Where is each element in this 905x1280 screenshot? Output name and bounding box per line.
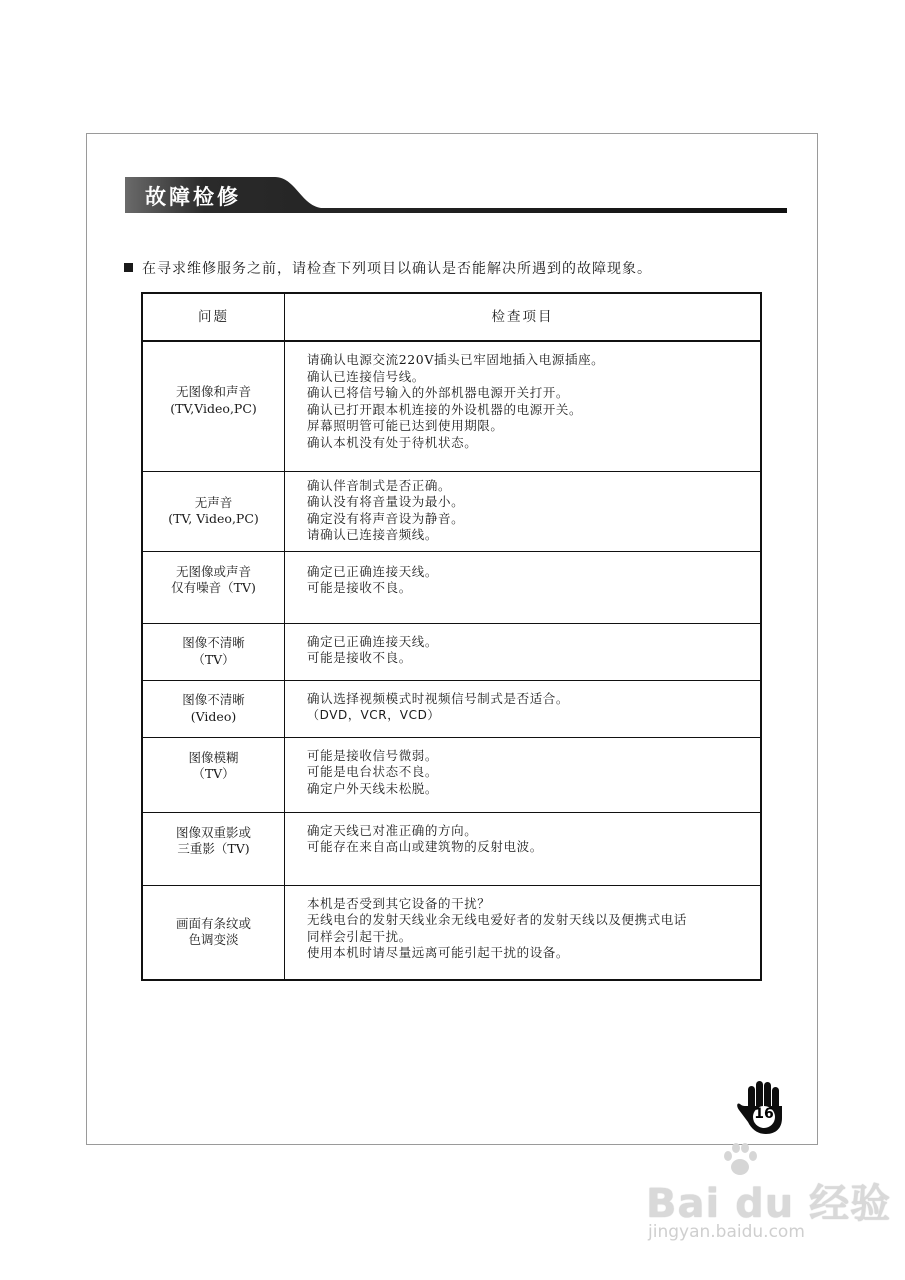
check-line: 确定没有将声音设为静音。	[307, 510, 465, 526]
problem-line: (TV,Video,PC)	[170, 400, 257, 416]
check-line: 请确认已连接音频线。	[307, 527, 439, 542]
problem-line: 图像模糊	[188, 749, 239, 765]
problem-line: (TV, Video,PC)	[168, 511, 259, 526]
problem-cell	[142, 737, 285, 812]
section-header	[125, 175, 787, 217]
problem-line: 图像不清晰	[182, 635, 245, 650]
table-row	[142, 737, 761, 812]
problem-line: (Video)	[190, 708, 237, 724]
watermark-brand: Bai du 经验	[646, 1181, 892, 1227]
check-line: 确认已打开跟本机连接的外设机器的电源开关。	[307, 401, 583, 417]
check-line: 可能是电台状态不良。	[307, 764, 439, 779]
problem-line: （TV）	[192, 766, 235, 781]
page-number-badge	[736, 1080, 790, 1136]
check-line: 确认没有将音量设为最小。	[307, 494, 465, 509]
check-line: 确认已将信号输入的外部机器电源开关打开。	[307, 385, 570, 400]
intro-note	[124, 258, 652, 278]
check-line: 确定户外天线未松脱。	[307, 780, 439, 796]
check-line: 可能是接收不良。	[307, 650, 412, 665]
check-line: 可能存在来自高山或建筑物的反射电波。	[307, 839, 543, 854]
problem-line: 无图像和声音	[175, 384, 251, 399]
check-line: 请确认电源交流220V插头已牢固地插入电源插座。	[307, 352, 605, 367]
problem-line: 色调变淡	[188, 932, 239, 948]
check-line: 可能是接收信号微弱。	[307, 747, 439, 763]
bullet-square-icon	[124, 263, 133, 272]
problem-line: 图像双重影或	[175, 824, 251, 840]
table-row	[142, 341, 761, 471]
check-line: 可能是接收不良。	[307, 580, 412, 595]
check-line: 无线电台的发射天线业余无线电爱好者的发射天线以及便携式电话	[307, 912, 687, 927]
problem-line: 仅有噪音（TV)	[171, 580, 256, 595]
checks-cell	[285, 341, 762, 471]
problem-cell	[142, 341, 285, 471]
checks-cell	[285, 623, 762, 680]
column-header-checks: 检查项目	[285, 293, 762, 341]
watermark	[640, 1142, 892, 1252]
troubleshooting-table	[141, 292, 762, 981]
problem-line: （TV）	[192, 651, 235, 667]
intro-text: 在寻求维修服务之前，请检查下列项目以确认是否能解决所遇到的故障现象。	[142, 261, 652, 277]
problem-cell	[142, 885, 285, 980]
check-line: 使用本机时请尽量远离可能引起干扰的设备。	[307, 945, 570, 960]
problem-line: 图像不清晰	[182, 692, 245, 707]
problem-cell	[142, 812, 285, 885]
checks-cell	[285, 680, 762, 737]
check-line: 确认本机没有处于待机状态。	[307, 434, 478, 450]
table-row	[142, 680, 761, 737]
table-row	[142, 885, 761, 980]
problem-line: 无声音	[194, 494, 233, 510]
problem-cell	[142, 680, 285, 737]
column-header-problem: 问题	[142, 293, 285, 341]
checks-cell	[285, 885, 762, 980]
check-line: 确认伴音制式是否正确。	[307, 477, 452, 493]
table-row	[142, 471, 761, 551]
check-line: 确定已正确连接天线。	[307, 633, 439, 649]
page-number: 16	[754, 1106, 774, 1122]
paw-icon	[720, 1142, 760, 1176]
page-title: 故障检修	[145, 185, 241, 209]
check-line: 确认选择视频模式时视频信号制式是否适合。	[307, 690, 570, 706]
check-line: 确定已正确连接天线。	[307, 563, 439, 579]
checks-cell	[285, 471, 762, 551]
problem-cell	[142, 471, 285, 551]
table-header-row	[142, 293, 761, 341]
table-row	[142, 551, 761, 623]
check-line: 同样会引起干扰。	[307, 928, 412, 944]
check-line: （DVD，VCR，VCD）	[307, 708, 441, 722]
table-row	[142, 812, 761, 885]
problem-line: 无图像或声音	[175, 563, 251, 579]
checks-cell	[285, 551, 762, 623]
problem-line: 三重影（TV)	[177, 841, 250, 856]
problem-cell	[142, 551, 285, 623]
problem-cell	[142, 623, 285, 680]
checks-cell	[285, 737, 762, 812]
checks-cell	[285, 812, 762, 885]
check-line: 本机是否受到其它设备的干扰？	[307, 895, 491, 911]
check-line: 屏幕照明管可能已达到使用期限。	[307, 418, 504, 433]
table-row	[142, 623, 761, 680]
check-line: 确定天线已对准正确的方向。	[307, 822, 478, 838]
watermark-url: jingyan.baidu.com	[648, 1222, 805, 1242]
check-line: 确认已连接信号线。	[307, 368, 425, 384]
problem-line: 画面有条纹或	[175, 915, 251, 931]
